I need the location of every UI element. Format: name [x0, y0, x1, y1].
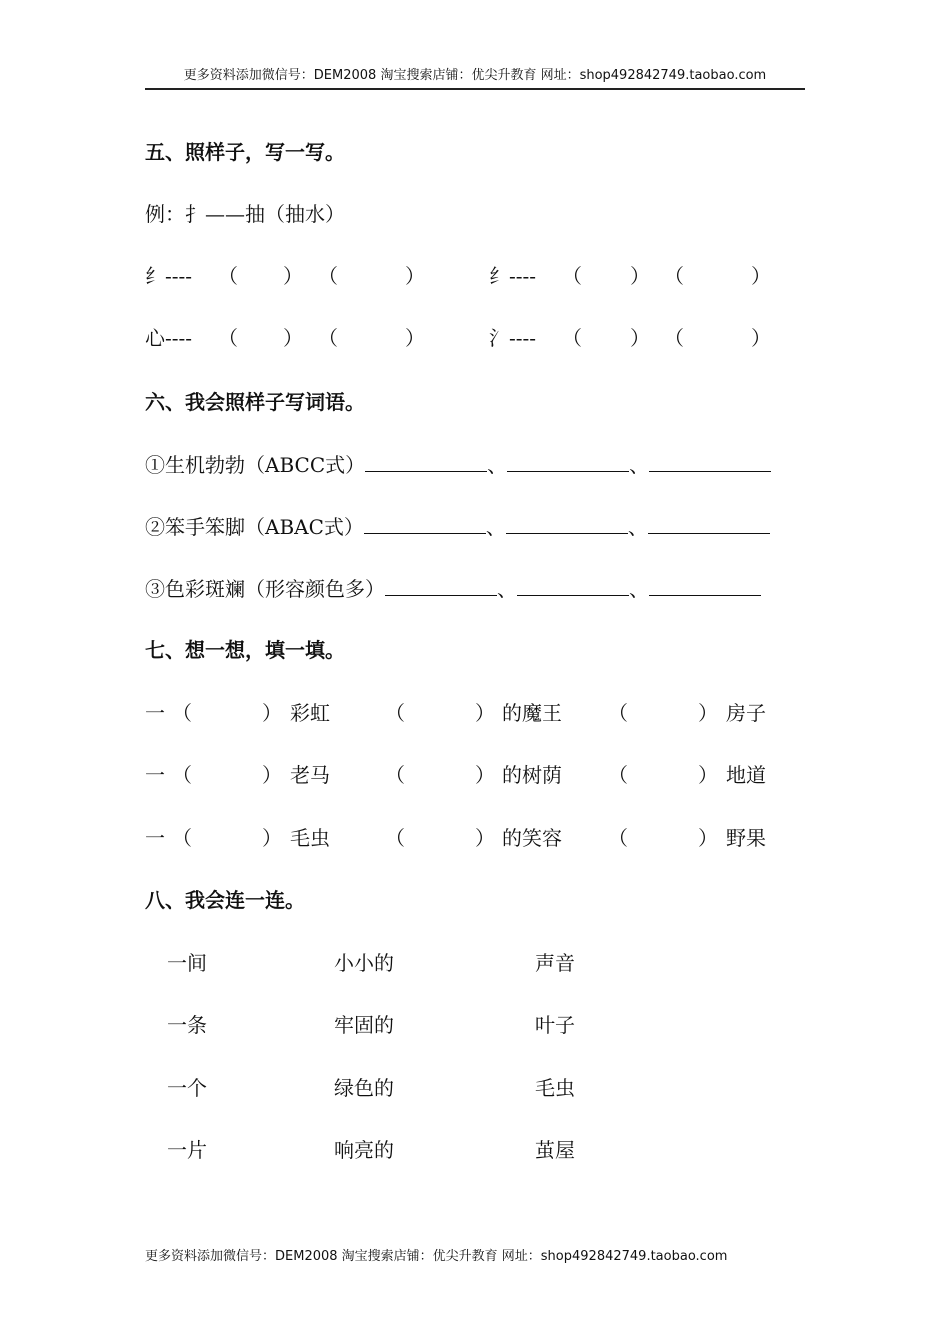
prefix: 一 — [145, 826, 165, 850]
separator: 、 — [629, 577, 649, 601]
paren-close: ） — [751, 326, 771, 350]
paren-close: ） — [630, 326, 650, 350]
matching-item[interactable]: 毛虫 — [535, 1076, 575, 1100]
paren-open: （ — [562, 264, 582, 288]
paren-close: ） — [283, 264, 303, 288]
radical-label: 氵---- — [489, 326, 537, 350]
matching-item[interactable]: 小小的 — [334, 951, 394, 975]
page-header — [145, 66, 805, 90]
matching-item[interactable]: 牢固的 — [334, 1013, 394, 1037]
answer-blank[interactable] — [364, 511, 486, 534]
matching-item[interactable]: 叶子 — [535, 1013, 575, 1037]
paren-open: （ — [664, 326, 684, 350]
radical-label: 纟---- — [145, 264, 193, 288]
matching-item[interactable]: 一条 — [167, 1013, 207, 1037]
separator: 、 — [627, 515, 648, 539]
word: 毛虫 — [290, 826, 330, 850]
matching-item[interactable]: 响亮的 — [334, 1138, 394, 1162]
word: 的魔王 — [502, 701, 562, 725]
paren-close: ） — [751, 264, 771, 288]
paren-open: （ — [608, 826, 628, 850]
paren-close: ） — [475, 701, 495, 725]
matching-item[interactable]: 一个 — [167, 1076, 207, 1100]
paren-close: ） — [698, 826, 718, 850]
paren-close: ） — [698, 763, 718, 787]
answer-blank[interactable] — [648, 511, 770, 534]
answer-blank[interactable] — [385, 573, 497, 596]
separator: 、 — [497, 577, 517, 601]
separator: 、 — [485, 515, 506, 539]
word: 野果 — [726, 826, 766, 850]
paren-open: （ — [218, 264, 238, 288]
paren-close: ） — [262, 826, 282, 850]
section-5-title: 五、照样子，写一写。 — [145, 140, 345, 164]
item-label: ③色彩斑斓（形容颜色多） — [145, 577, 385, 601]
page-footer — [145, 1247, 727, 1267]
section-8-title: 八、我会连一连。 — [145, 888, 305, 912]
answer-blank[interactable] — [506, 511, 628, 534]
footer-text: 更多资料添加微信号：DEM2008 淘宝搜索店铺：优尖升教育 网址：shop492842749.taobao.com — [145, 1249, 728, 1264]
answer-blank[interactable] — [517, 573, 629, 596]
paren-open: （ — [218, 326, 238, 350]
paren-open: （ — [664, 264, 684, 288]
word: 老马 — [290, 763, 330, 787]
word: 彩虹 — [290, 701, 330, 725]
answer-blank[interactable] — [507, 449, 629, 472]
section-6-item-3 — [145, 573, 761, 603]
separator: 、 — [487, 453, 508, 477]
paren-open: （ — [385, 763, 405, 787]
word: 地道 — [726, 763, 766, 787]
paren-close: ） — [630, 264, 650, 288]
paren-open: （ — [608, 763, 628, 787]
matching-item[interactable]: 茧屋 — [535, 1138, 575, 1162]
word: 的笑容 — [502, 826, 562, 850]
section-7-title: 七、想一想，填一填。 — [145, 638, 345, 662]
answer-blank[interactable] — [649, 449, 771, 472]
header-text: 更多资料添加微信号：DEM2008 淘宝搜索店铺：优尖升教育 网址：shop492842749.taobao.com — [183, 68, 767, 83]
paren-close: ） — [405, 264, 425, 288]
item-label: ②笨手笨脚（ABAC式） — [145, 515, 364, 539]
radical-label: 心---- — [145, 326, 193, 350]
paren-open: （ — [562, 326, 582, 350]
matching-item[interactable]: 声音 — [535, 951, 575, 975]
item-label: ①生机勃勃（ABCC式） — [145, 453, 366, 477]
paren-open: （ — [172, 701, 192, 725]
word: 的树荫 — [502, 763, 562, 787]
separator: 、 — [629, 453, 650, 477]
paren-close: ） — [698, 701, 718, 725]
answer-blank[interactable] — [649, 573, 761, 596]
radical-label: 纟---- — [489, 264, 537, 288]
matching-item[interactable]: 绿色的 — [334, 1076, 394, 1100]
paren-open: （ — [385, 701, 405, 725]
word: 房子 — [726, 701, 766, 725]
paren-close: ） — [262, 763, 282, 787]
paren-close: ） — [405, 326, 425, 350]
paren-close: ） — [475, 763, 495, 787]
section-6-title: 六、我会照样子写词语。 — [145, 390, 365, 414]
prefix: 一 — [145, 763, 165, 787]
paren-open: （ — [172, 763, 192, 787]
paren-close: ） — [475, 826, 495, 850]
prefix: 一 — [145, 701, 165, 725]
section-5-example: 例：扌——抽（抽水） — [145, 202, 345, 226]
paren-open: （ — [385, 826, 405, 850]
matching-item[interactable]: 一片 — [167, 1138, 207, 1162]
section-6-item-2 — [145, 511, 770, 541]
paren-open: （ — [318, 326, 338, 350]
paren-open: （ — [172, 826, 192, 850]
section-6-item-1 — [145, 449, 771, 479]
paren-open: （ — [318, 264, 338, 288]
paren-open: （ — [608, 701, 628, 725]
paren-close: ） — [262, 701, 282, 725]
answer-blank[interactable] — [365, 449, 487, 472]
matching-item[interactable]: 一间 — [167, 951, 207, 975]
paren-close: ） — [283, 326, 303, 350]
